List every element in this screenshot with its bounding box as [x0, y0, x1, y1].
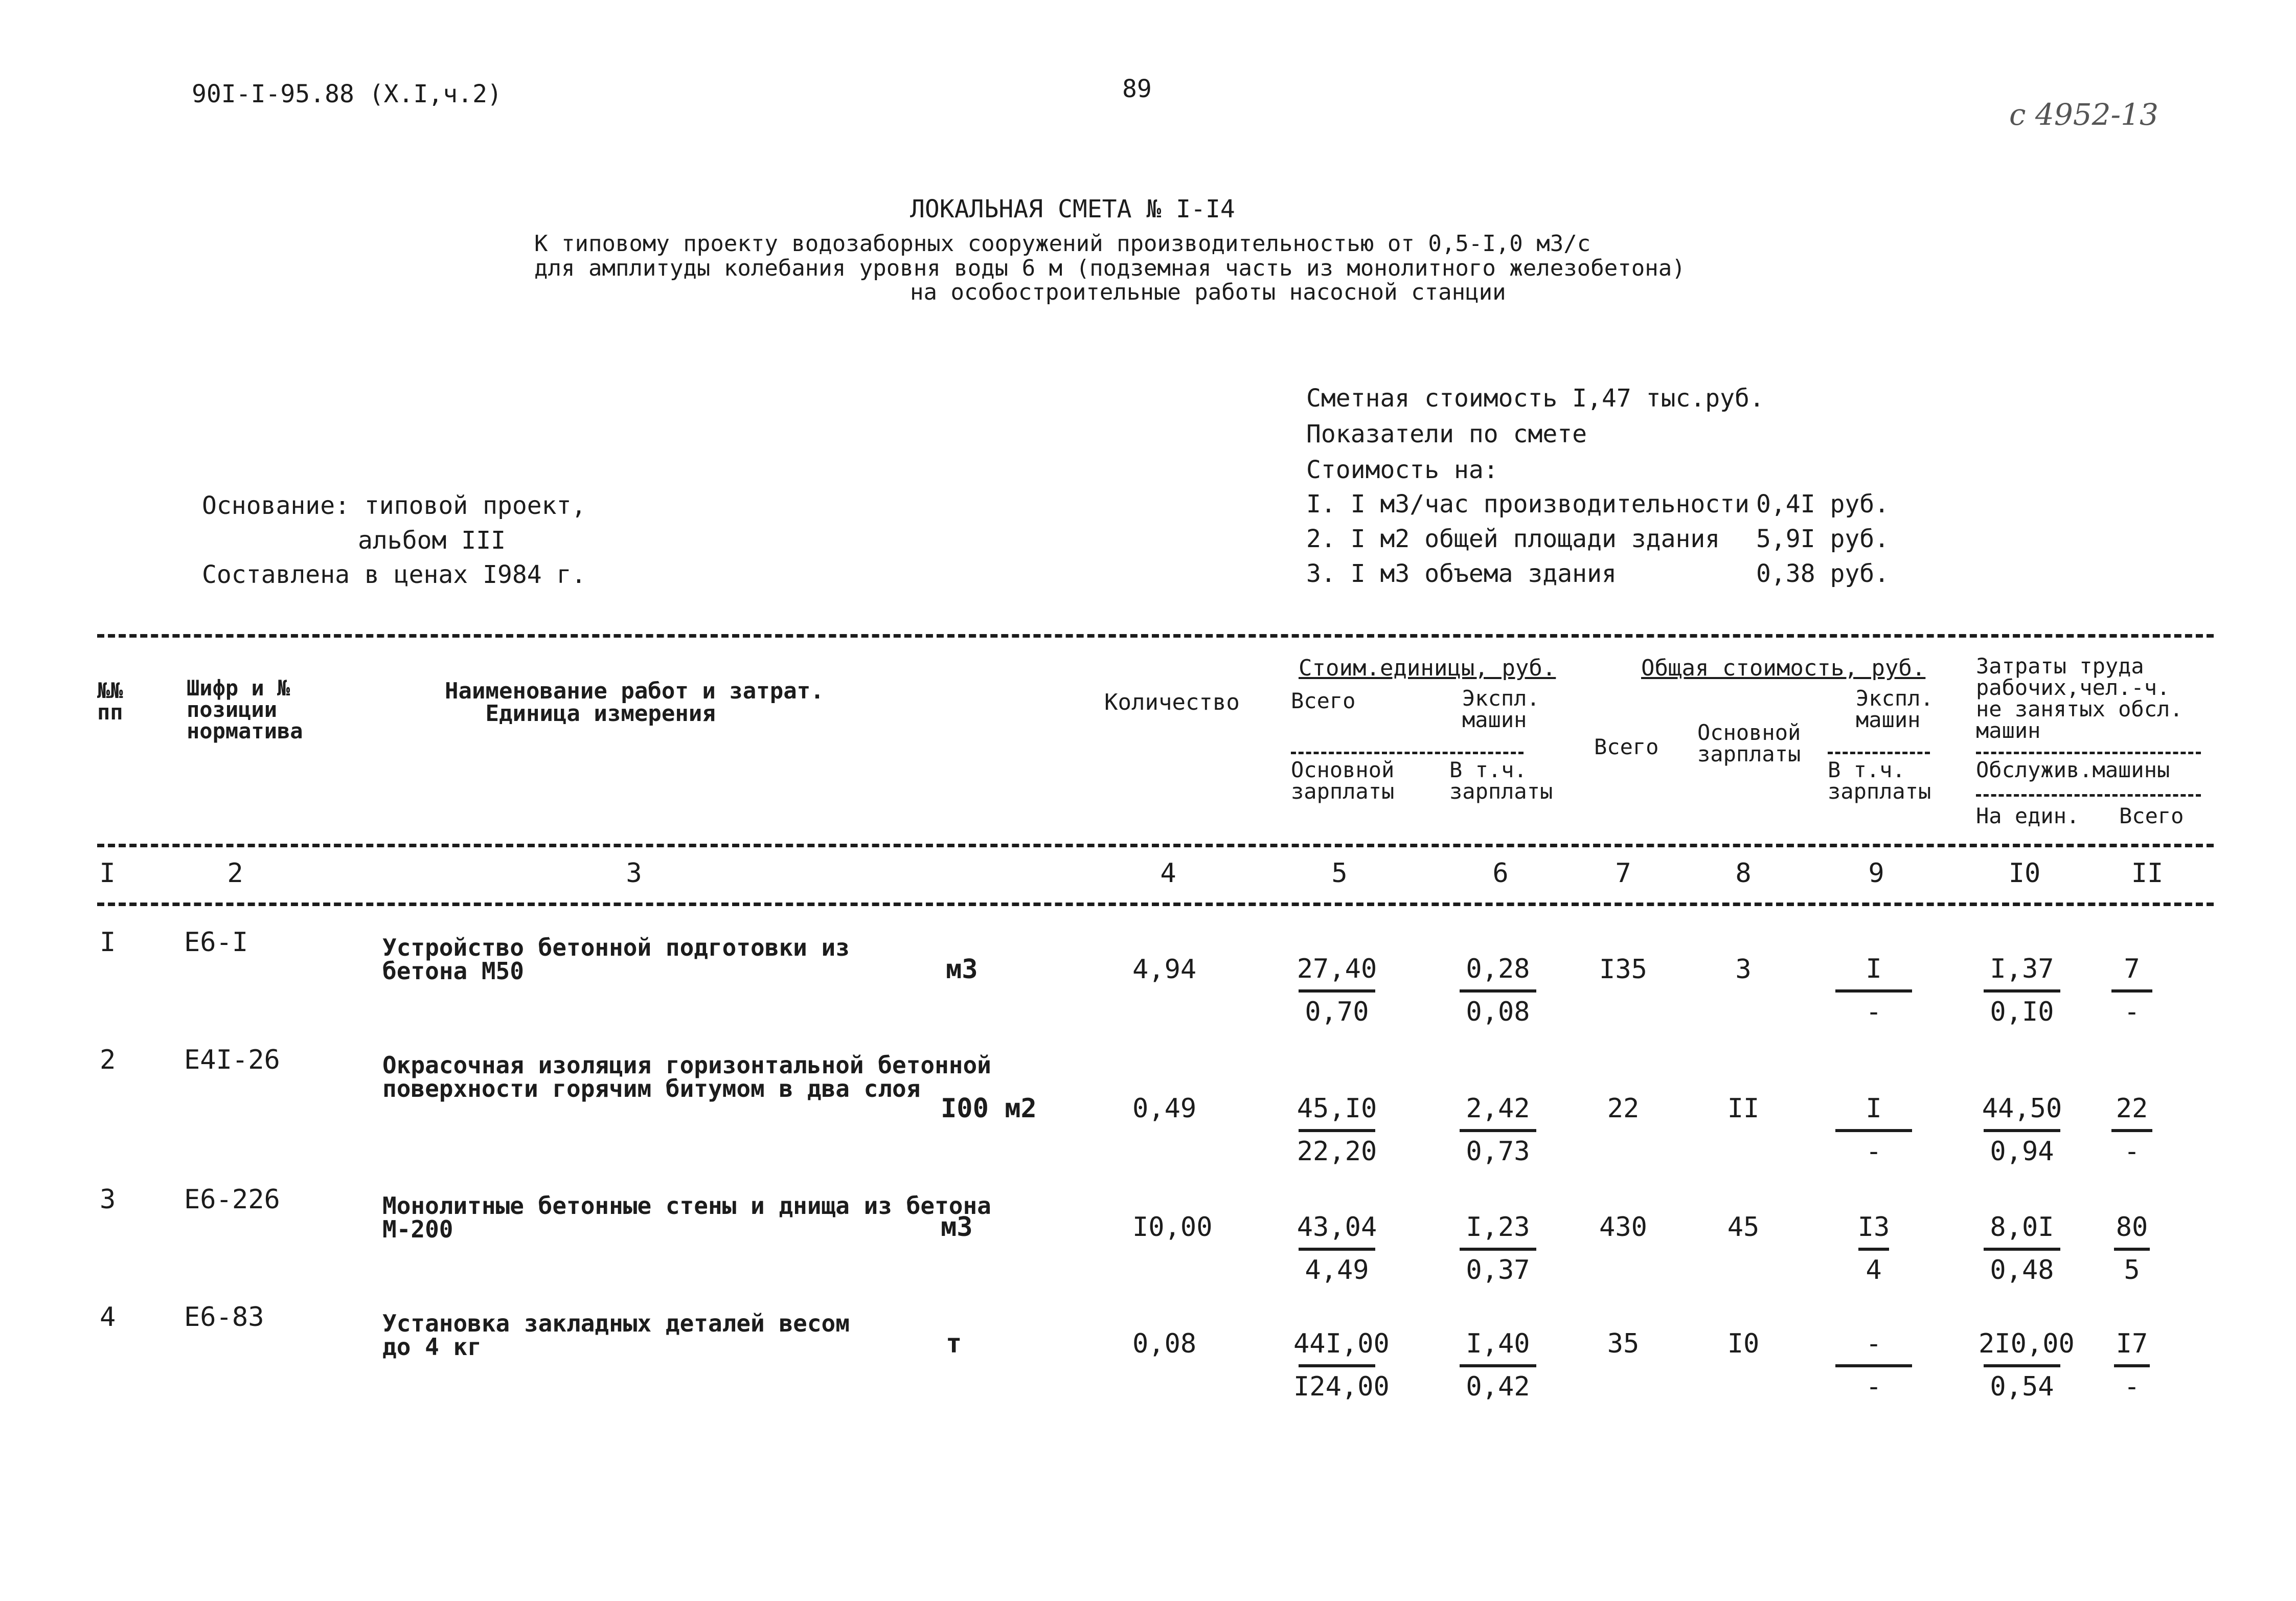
col-num-4: 4: [1160, 858, 1176, 889]
total-cost: 22: [1607, 1093, 1640, 1124]
indicator-3-value: 0,38 руб.: [1756, 559, 1890, 588]
labor-total: 7 -: [2101, 954, 2163, 1027]
col6-wage-header: В т.ч. зарплаты: [1449, 757, 1553, 804]
serviced-machines-header: Обслужив.машины: [1976, 757, 2170, 782]
labor-group-header: Затраты труда рабочих,чел.-ч. не занятых обсл. машин: [1976, 653, 2183, 743]
basis-line-1: Основание: типовой проект,: [202, 491, 586, 520]
unit-cost-group-header: Стоим.единицы, руб.: [1299, 655, 1556, 681]
col-num-2: 2: [227, 858, 243, 889]
basis-line-3: Составлена в ценах I984 г.: [202, 560, 586, 589]
unit-cost-machines: I,23 0,37: [1454, 1212, 1541, 1286]
work-name: Устройство бетонной подготовки из бетона М50: [382, 934, 850, 985]
unit-cost-machines: 2,42 0,73: [1454, 1093, 1541, 1167]
unit: т: [946, 1328, 962, 1359]
norm-code: Е4I-26: [184, 1045, 280, 1075]
col-code-header: Шифр и № позиции норматива: [187, 675, 303, 743]
col11-total-header: Всего: [2119, 803, 2184, 828]
col-name-header: Наименование работ и затрат. Единица измерения: [445, 678, 824, 727]
subtitle-line-1: К типовому проекту водозаборных сооружений производительностью от 0,5-I,0 м3/с: [534, 231, 1591, 257]
col10-per-unit-header: На един.: [1976, 803, 2080, 828]
estimate-title: ЛОКАЛЬНАЯ СМЕТА № I-I4: [910, 195, 1235, 223]
total-machines: I3 4: [1857, 1212, 1890, 1286]
total-cost-group-header: Общая стоимость, руб.: [1641, 655, 1926, 681]
col-num-8: 8: [1735, 858, 1752, 889]
unit-cost-total: 27,40 0,70: [1297, 954, 1377, 1027]
col-num-11: II: [2131, 858, 2164, 889]
archive-stamp: с 4952-13: [2009, 97, 2158, 132]
col-num-3: 3: [626, 858, 642, 889]
col-quantity-header: Количество: [1104, 689, 1240, 715]
col-num-10: I0: [2008, 858, 2041, 889]
quantity: 0,49: [1132, 1093, 1197, 1124]
col-num-1: I: [99, 858, 116, 889]
indicator-2-label: 2. I м2 общей площади здания: [1306, 525, 1720, 553]
total-cost: I35: [1599, 954, 1647, 985]
labor-total: I7 -: [2101, 1328, 2163, 1402]
serviced-divider: [1976, 794, 2201, 797]
labor-total: 22 -: [2101, 1093, 2163, 1167]
row-number: 3: [100, 1184, 116, 1215]
work-name: Монолитные бетонные стены и днища из бетона М-200: [382, 1192, 991, 1243]
unit: м3: [941, 1212, 973, 1243]
quantity: 0,08: [1132, 1328, 1197, 1359]
unit: I00 м2: [941, 1093, 1037, 1124]
row-number: 2: [100, 1045, 116, 1075]
labor-per-unit: I,37 0,I0: [1979, 954, 2065, 1027]
machines-divider: [1828, 752, 1930, 754]
header-top-rule: [97, 634, 2214, 638]
col5-total-header: Всего: [1291, 688, 1356, 713]
subtitle-line-2: для амплитуды колебания уровня воды 6 м (подземная часть из монолитного железобетона): [534, 255, 1686, 281]
col-number-header: №№ пп: [97, 678, 123, 725]
unit-cost-machines: I,40 0,42: [1454, 1328, 1541, 1402]
work-name: Окрасочная изоляция горизонтальной бетонной поверхности горячим битумом в два слоя: [382, 1051, 991, 1102]
quantity: I0,00: [1132, 1212, 1213, 1243]
labor-divider: [1976, 752, 2201, 754]
indicator-1-value: 0,4I руб.: [1756, 490, 1890, 518]
basis-line-2: альбом III: [358, 526, 506, 555]
norm-code: Е6-226: [184, 1184, 280, 1215]
col6-machines-header: Экспл. машин: [1462, 686, 1540, 732]
cost-per-heading: Стоимость на:: [1306, 456, 1498, 484]
work-name: Установка закладных деталей весом до 4 кг: [382, 1310, 850, 1361]
col9-wage-header: В т.ч. зарплаты: [1828, 757, 1931, 804]
col-num-9: 9: [1868, 858, 1884, 889]
row-number: I: [100, 927, 116, 958]
unit: м3: [946, 954, 978, 985]
col-num-7: 7: [1615, 858, 1631, 889]
total-machines: I -: [1830, 1093, 1917, 1167]
indicator-1-label: I. I м3/час производительности: [1306, 490, 1749, 518]
norm-code: Е6-I: [184, 927, 248, 958]
unit-cost-total: 44I,00 I24,00: [1293, 1328, 1390, 1402]
quantity: 4,94: [1132, 954, 1197, 985]
col-num-6: 6: [1492, 858, 1509, 889]
labor-per-unit: 44,50 0,94: [1982, 1093, 2062, 1167]
labor-total: 80 5: [2101, 1212, 2163, 1286]
unit-cost-divider: [1291, 752, 1524, 754]
col-num-5: 5: [1331, 858, 1348, 889]
header-mid-rule: [97, 844, 2214, 847]
col7-total-header: Всего: [1594, 734, 1659, 759]
indicators-heading: Показатели по смете: [1306, 420, 1587, 448]
total-wage: I0: [1727, 1328, 1760, 1359]
unit-cost-total: 43,04 4,49: [1297, 1212, 1377, 1286]
total-wage: 3: [1735, 954, 1752, 985]
estimated-cost: Сметная стоимость I,47 тыс.руб.: [1306, 384, 1764, 413]
total-cost: 430: [1599, 1212, 1647, 1243]
total-wage: II: [1727, 1093, 1760, 1124]
page-number: 89: [1122, 75, 1152, 103]
col8-wage-header: Основной зарплаты: [1697, 720, 1801, 766]
header-bottom-rule: [97, 903, 2214, 906]
col5-wage-header: Основной зарплаты: [1291, 757, 1395, 804]
norm-code: Е6-83: [184, 1302, 264, 1333]
labor-per-unit: 2I0,00 0,54: [1979, 1328, 2075, 1402]
indicator-3-label: 3. I м3 объема здания: [1306, 559, 1617, 588]
row-number: 4: [100, 1302, 116, 1333]
labor-per-unit: 8,0I 0,48: [1979, 1212, 2065, 1286]
total-machines: I -: [1830, 954, 1917, 1027]
indicator-2-value: 5,9I руб.: [1756, 525, 1890, 553]
document-code: 90I-I-95.88 (X.I,ч.2): [192, 80, 502, 108]
total-wage: 45: [1727, 1212, 1760, 1243]
unit-cost-machines: 0,28 0,08: [1454, 954, 1541, 1027]
unit-cost-total: 45,I0 22,20: [1297, 1093, 1377, 1167]
total-cost: 35: [1607, 1328, 1640, 1359]
subtitle-line-3: на особостроительные работы насосной станции: [910, 279, 1506, 305]
col9-machines-header: Экспл. машин: [1856, 686, 1934, 732]
total-machines: - -: [1830, 1328, 1917, 1402]
